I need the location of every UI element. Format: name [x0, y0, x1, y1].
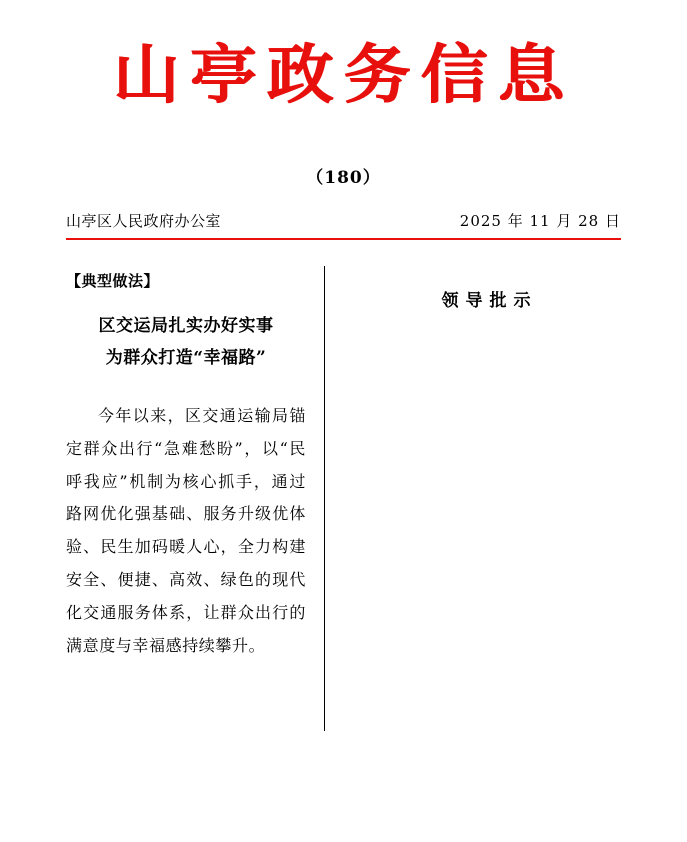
article-paragraph: 今年以来，区交通运输局锚定群众出行“急难愁盼”，以“民呼我应”机制为核心抓手，通过路网优化强基础、服务升级优体验、民生加码暖人心，全力构建安全、便捷、高效、绿色的现代化交通服务体系，让群众出行的满意度与幸福感持续攀升。	[66, 406, 306, 655]
left-column	[66, 264, 324, 764]
article-title-line-2: 为群众打造“幸福路”	[105, 347, 267, 368]
publication-date: 2025 年 11 月 28 日	[459, 212, 621, 231]
right-column	[325, 264, 621, 764]
article-body	[66, 400, 306, 662]
article-title	[66, 311, 306, 374]
section-tag: 【典型做法】	[66, 272, 160, 291]
issue-number: （180）	[306, 168, 381, 189]
red-divider-rule	[66, 238, 621, 240]
body-columns	[66, 264, 621, 764]
publication-title: 山亭政务信息	[112, 38, 575, 113]
document-meta	[66, 210, 621, 231]
masthead	[66, 0, 621, 113]
issuing-office: 山亭区人民政府办公室	[66, 212, 222, 231]
article-title-line-1: 区交运局扎实办好实事	[98, 316, 274, 337]
leader-instructions-heading: 领导批示	[441, 291, 538, 312]
